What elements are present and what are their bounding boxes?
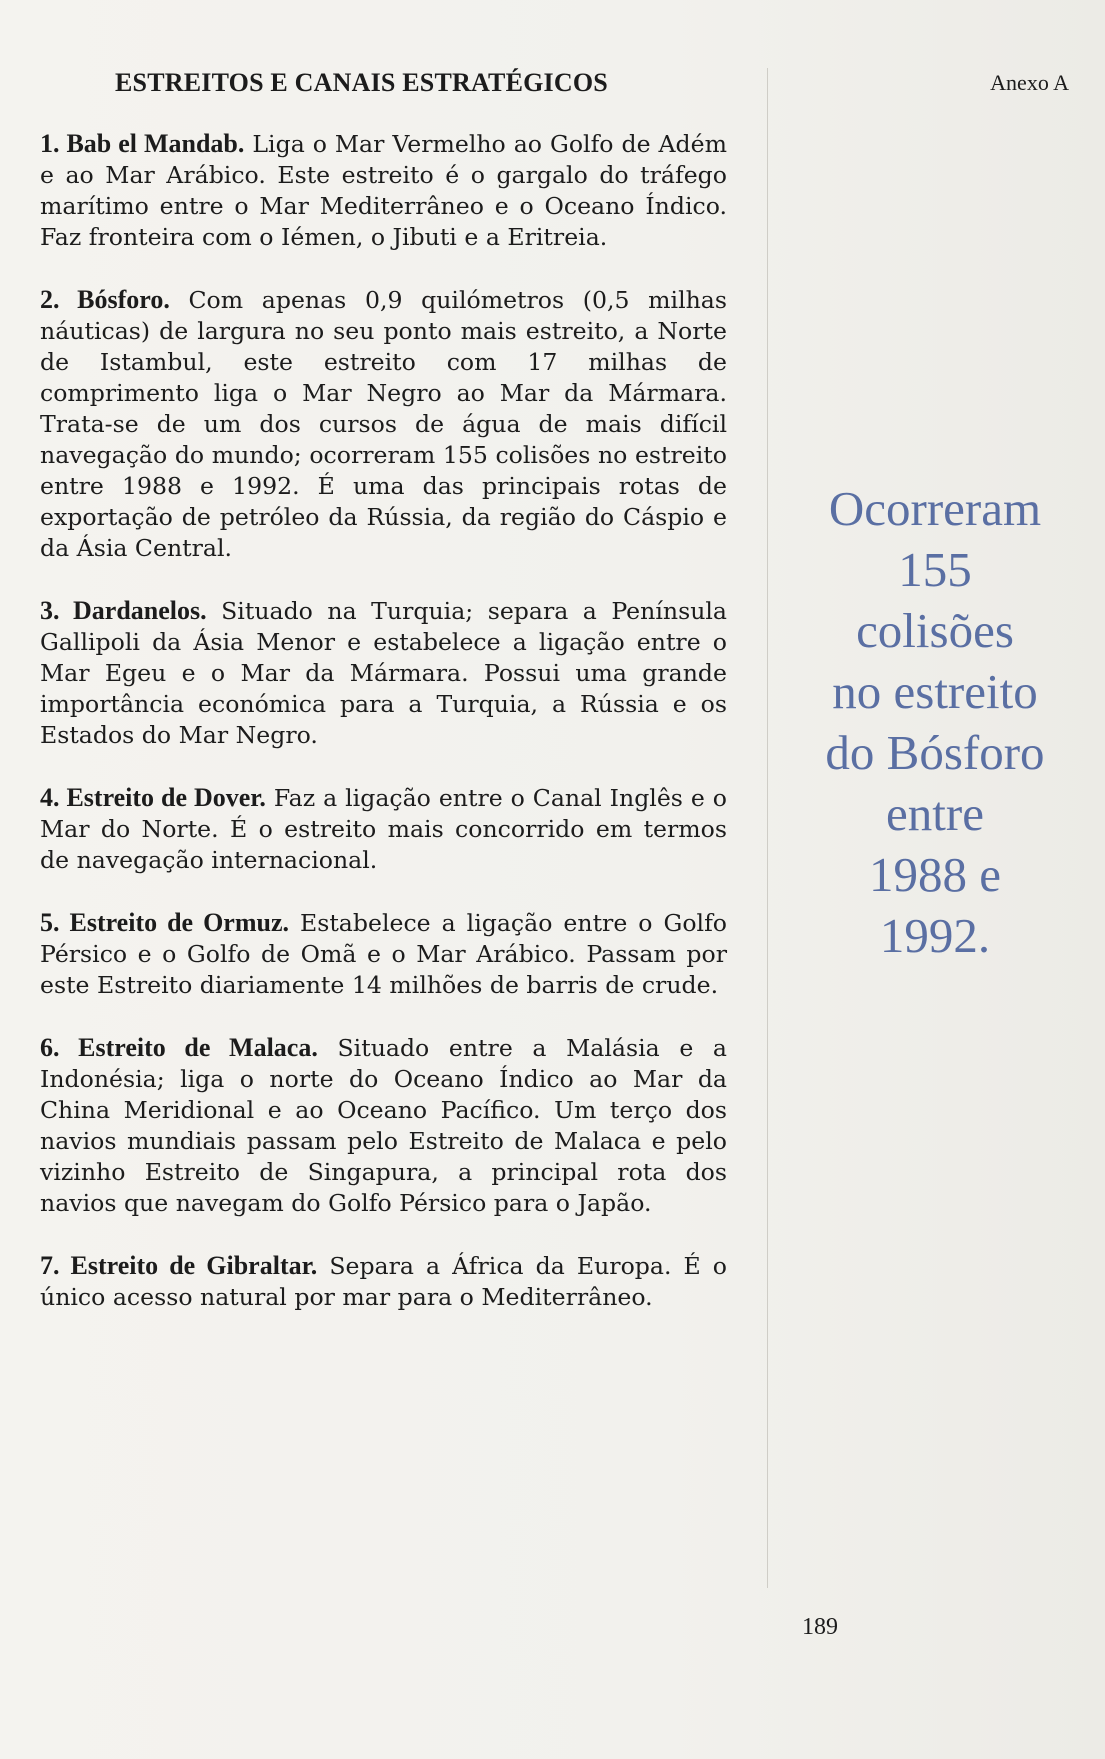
entry-heading: 3. Dardanelos.	[40, 596, 207, 625]
page-number: 189	[802, 1614, 838, 1640]
column-divider	[767, 68, 768, 1588]
entry-dardanelos	[40, 595, 727, 751]
entry-text: Faz a ligação entre o Canal Inglês e o Mar do Norte. É o estreito mais concorrido em termos de navegação internacional.	[40, 784, 727, 874]
entry-heading: 6. Estreito de Malaca.	[40, 1033, 318, 1062]
entry-heading: 1. Bab el Mandab.	[40, 129, 245, 158]
entry-heading: 5. Estreito de Ormuz.	[40, 908, 289, 937]
pull-quote-line: 1988 e	[869, 847, 1001, 902]
entry-text: Com apenas 0,9 quilómetros (0,5 milhas náuticas) de largura no seu ponto mais estreito, a Norte de Istambul, este estreito com 17 milhas de comprimento liga o Mar Negro ao Mar da Mármara. Trata-se de um dos cursos de água de mais difícil navegação do mundo; ocorreram 155 colisões no estreito entre 1988 e 1992. É uma das principais rotas de exportação de petróleo da Rússia, da região do Cáspio e da Ásia Central.	[40, 286, 727, 562]
main-text-column	[40, 128, 727, 1344]
entry-text: Separa a África da Europa. É o único acesso natural por mar para o Mediterrâneo.	[40, 1252, 727, 1311]
pull-quote-line: 1992.	[879, 908, 991, 963]
entry-gibraltar	[40, 1250, 727, 1313]
entry-heading: 2. Bósforo.	[40, 285, 170, 314]
pull-quote	[790, 478, 1080, 966]
pull-quote-line: Ocorreram	[828, 481, 1042, 536]
page-title: ESTREITOS E CANAIS ESTRATÉGICOS	[115, 68, 608, 97]
entry-heading: 4. Estreito de Dover.	[40, 783, 266, 812]
pull-quote-line: no estreito	[832, 664, 1038, 719]
entry-bosforo	[40, 284, 727, 564]
pull-quote-line: do Bósforo	[825, 725, 1045, 780]
pull-quote-line: entre	[886, 786, 984, 841]
running-head: Anexo A	[990, 70, 1069, 95]
entry-text: Estabelece a ligação entre o Golfo Pérsico e o Golfo de Omã e o Mar Arábico. Passam por este Estreito diariamente 14 milhões de barris de crude.	[40, 909, 728, 999]
entry-text: Situado entre a Malásia e a Indonésia; liga o norte do Oceano Índico ao Mar da China Meridional e ao Oceano Pacífico. Um terço dos navios mundiais passam pelo Estreito de Malaca e pelo vizinho Estreito de Singapura, a principal rota dos navios que navegam do Golfo Pérsico para o Japão.	[40, 1034, 728, 1217]
entry-malaca	[40, 1032, 727, 1219]
pull-quote-line: colisões	[856, 603, 1014, 658]
pull-quote-line: 155	[898, 542, 972, 597]
entry-dover	[40, 782, 727, 876]
entry-ormuz	[40, 907, 727, 1001]
entry-bab-el-mandab	[40, 128, 727, 253]
entry-text: Situado na Turquia; separa a Península Gallipoli da Ásia Menor e estabelece a ligação entre o Mar Egeu e o Mar da Mármara. Possui uma grande importância económica para a Turquia, a Rússia e os Estados do Mar Negro.	[40, 597, 727, 749]
entry-heading: 7. Estreito de Gibraltar.	[40, 1251, 318, 1280]
entry-text: Liga o Mar Vermelho ao Golfo de Adém e ao Mar Arábico. Este estreito é o gargalo do tráfego marítimo entre o Mar Mediterrâneo e o Oceano Índico. Faz fronteira com o Iémen, o Jibuti e a Eritreia.	[40, 130, 727, 251]
